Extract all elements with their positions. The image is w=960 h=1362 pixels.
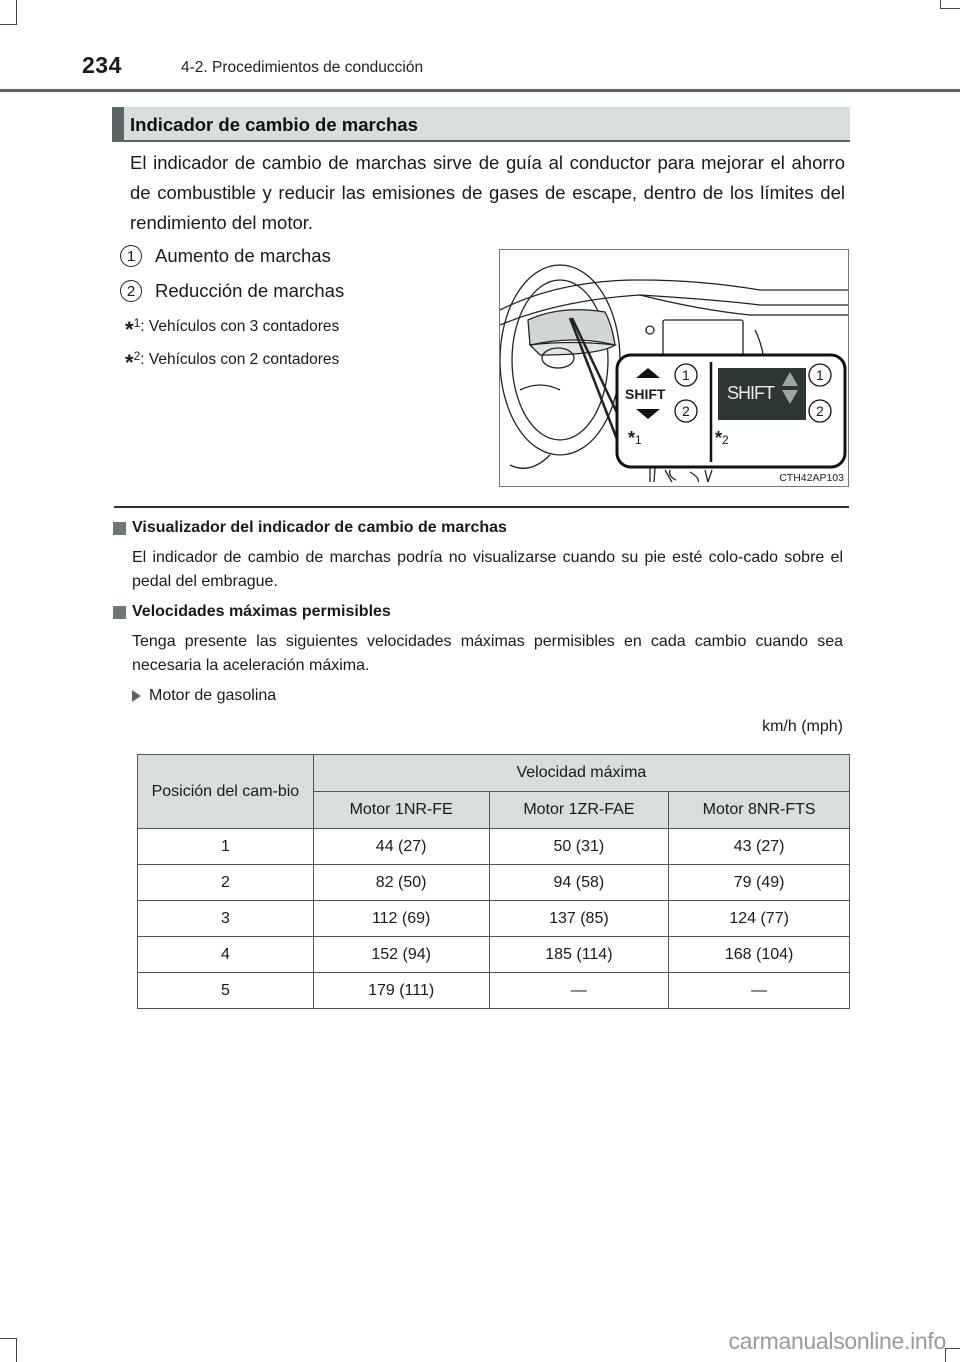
gear-cell: 1 (138, 829, 314, 865)
section-title: Indicador de cambio de marchas (130, 114, 418, 135)
shift-indicator-label-right: SHIFT (727, 383, 774, 403)
square-bullet-icon (113, 522, 126, 535)
subsection-title: Velocidades máximas permisibles (132, 603, 391, 620)
column-header-gear-position (138, 755, 314, 829)
gear-cell: 2 (138, 865, 314, 901)
subsection-body-speeds: Tenga presente las siguientes velocidades máximas permisibles en cada cambio cuando sea necesaria la aceleración máxima. (132, 633, 843, 674)
column-group-header-max-speed: Velocidad máxima (313, 755, 849, 792)
illustration-code: CTH42AP103 (779, 472, 844, 484)
speed-cell: 137 (85) (489, 901, 669, 937)
speed-cell: 43 (27) (669, 829, 850, 865)
section-accent (112, 107, 124, 140)
header-divider (0, 89, 960, 92)
gear-cell: 5 (138, 973, 314, 1009)
dashboard-drawing-icon (500, 250, 849, 487)
speed-cell: 94 (58) (489, 865, 669, 901)
legend-item-downshift (120, 280, 344, 302)
asterisk-icon: * (125, 317, 134, 342)
table-row (138, 937, 850, 973)
callout-1-right: 1 (816, 367, 824, 383)
column-header-engine: Motor 1NR-FE (313, 792, 489, 829)
speed-cell: 152 (94) (313, 937, 489, 973)
dashboard-illustration (499, 249, 849, 487)
speed-cell: 124 (77) (669, 901, 850, 937)
note-number: 1 (635, 433, 642, 447)
subsection-heading-display (113, 519, 507, 537)
legend-item-upshift (120, 245, 331, 267)
speed-cell: 168 (104) (669, 937, 850, 973)
footnote-2 (125, 349, 339, 376)
square-bullet-icon (113, 606, 126, 619)
header-text: Posición del cam-bio (151, 782, 300, 800)
gear-cell: 3 (138, 901, 314, 937)
callout-1-left: 1 (682, 367, 690, 383)
chapter-title: 4-2. Procedimientos de conducción (181, 59, 424, 76)
unit-label: km/h (mph) (762, 718, 843, 735)
speed-cell: — (489, 973, 669, 1009)
max-speed-table (137, 754, 850, 1009)
crop-mark-bottom-left (0, 1338, 17, 1362)
panel-note-left (628, 428, 642, 449)
table-row (138, 829, 850, 865)
callout-number-icon: 1 (120, 245, 142, 267)
callout-number-icon: 2 (120, 280, 142, 302)
speed-cell: 50 (31) (489, 829, 669, 865)
engine-type-label: Motor de gasolina (149, 687, 277, 704)
table-row (138, 973, 850, 1009)
panel-note-right (715, 428, 729, 449)
callout-2-right: 2 (816, 403, 824, 419)
legend-label: Aumento de marchas (155, 245, 331, 266)
page-number: 234 (82, 52, 122, 78)
crop-mark-top-left (0, 0, 17, 25)
asterisk-icon: * (715, 428, 723, 448)
engine-type-bullet (132, 687, 276, 705)
triangle-bullet-icon (132, 690, 141, 702)
table-row (138, 901, 850, 937)
speed-cell: 82 (50) (313, 865, 489, 901)
callout-2-left: 2 (682, 403, 690, 419)
speed-cell: 179 (111) (313, 973, 489, 1009)
section-title-bar (112, 107, 850, 142)
table-row (138, 865, 850, 901)
column-header-engine: Motor 1ZR-FAE (489, 792, 669, 829)
asterisk-icon: * (628, 428, 636, 448)
section-divider (114, 506, 849, 508)
gear-cell: 4 (138, 937, 314, 973)
footnote-number: 2 (133, 349, 141, 363)
footnote-1 (125, 316, 339, 343)
intro-paragraph: El indicador de cambio de marchas sirve de guía al conductor para mejorar el ahorro de combustible y reducir las emisiones de gases de escape, dentro de los límites del rendimiento del motor. (130, 152, 845, 233)
speed-cell: — (669, 973, 850, 1009)
speed-cell: 79 (49) (669, 865, 850, 901)
legend-label: Reducción de marchas (155, 280, 345, 301)
asterisk-icon: * (125, 350, 134, 375)
watermark: carmanualsonline.info (728, 1328, 946, 1354)
footnote-label: : Vehículos con 2 contadores (140, 351, 340, 368)
column-header-engine: Motor 8NR-FTS (669, 792, 850, 829)
footnote-number: 1 (133, 316, 141, 330)
crop-mark-bottom-right (945, 1348, 960, 1362)
speed-cell: 185 (114) (489, 937, 669, 973)
crop-mark-top-right (940, 0, 960, 9)
speed-cell: 112 (69) (313, 901, 489, 937)
shift-indicator-label-left: SHIFT (625, 386, 666, 402)
note-number: 2 (722, 433, 729, 447)
subsection-heading-speeds (113, 603, 391, 621)
subsection-title: Visualizador del indicador de cambio de marchas (132, 519, 507, 536)
footnote-label: : Vehículos con 3 contadores (140, 318, 340, 335)
subsection-body-display: El indicador de cambio de marchas podría no visualizarse cuando su pie esté colo-cado sobre el pedal del embrague. (132, 549, 843, 590)
speed-cell: 44 (27) (313, 829, 489, 865)
